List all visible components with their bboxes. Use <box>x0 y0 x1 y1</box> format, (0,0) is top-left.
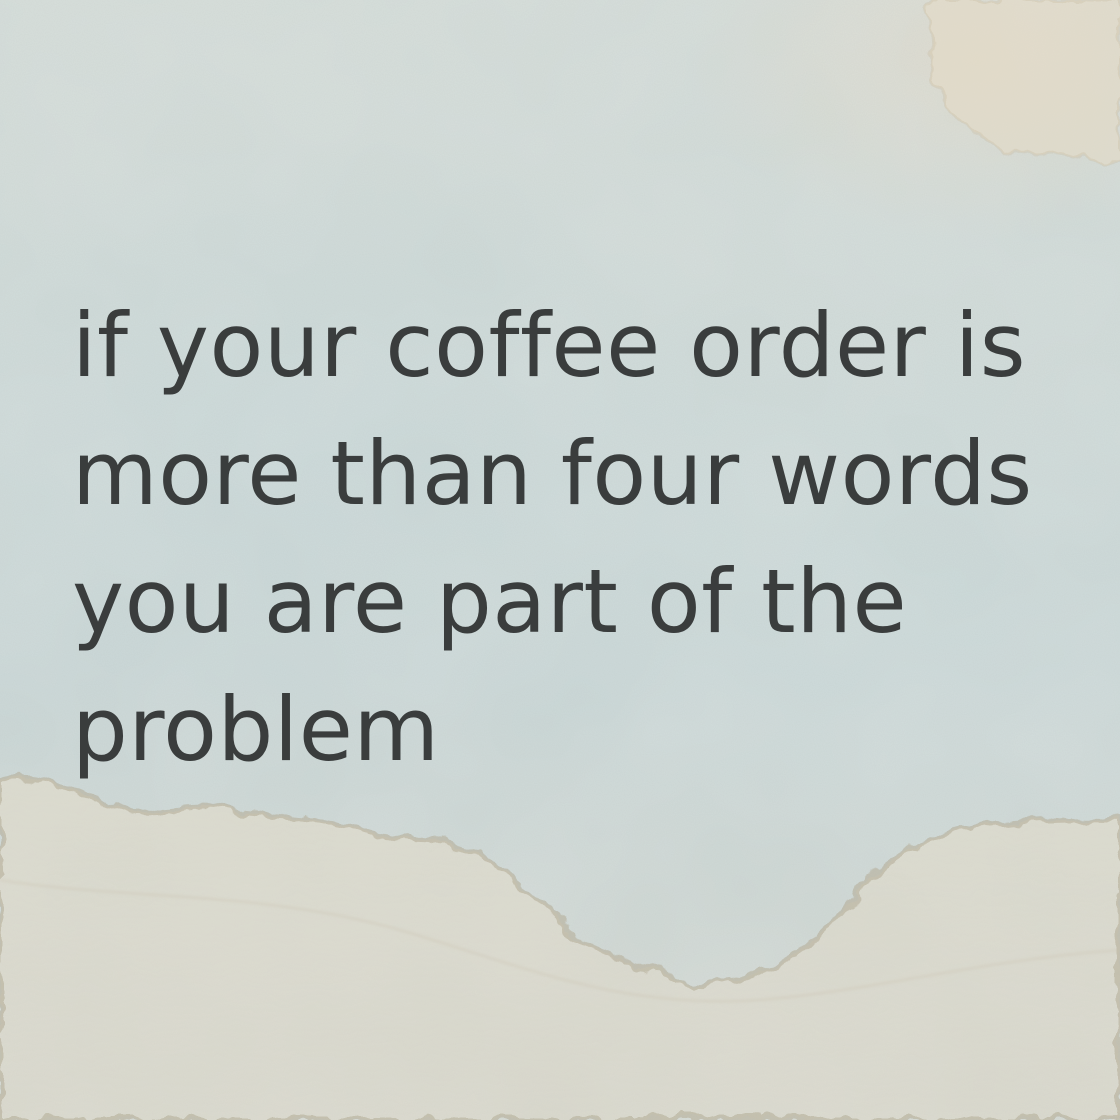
quote-line: you are part of the <box>72 550 908 653</box>
quote-line: problem <box>72 678 440 781</box>
quote-line: more than four words <box>72 422 1033 525</box>
quote-text <box>72 282 1082 794</box>
quote-line: if your coffee order is <box>72 294 1027 397</box>
